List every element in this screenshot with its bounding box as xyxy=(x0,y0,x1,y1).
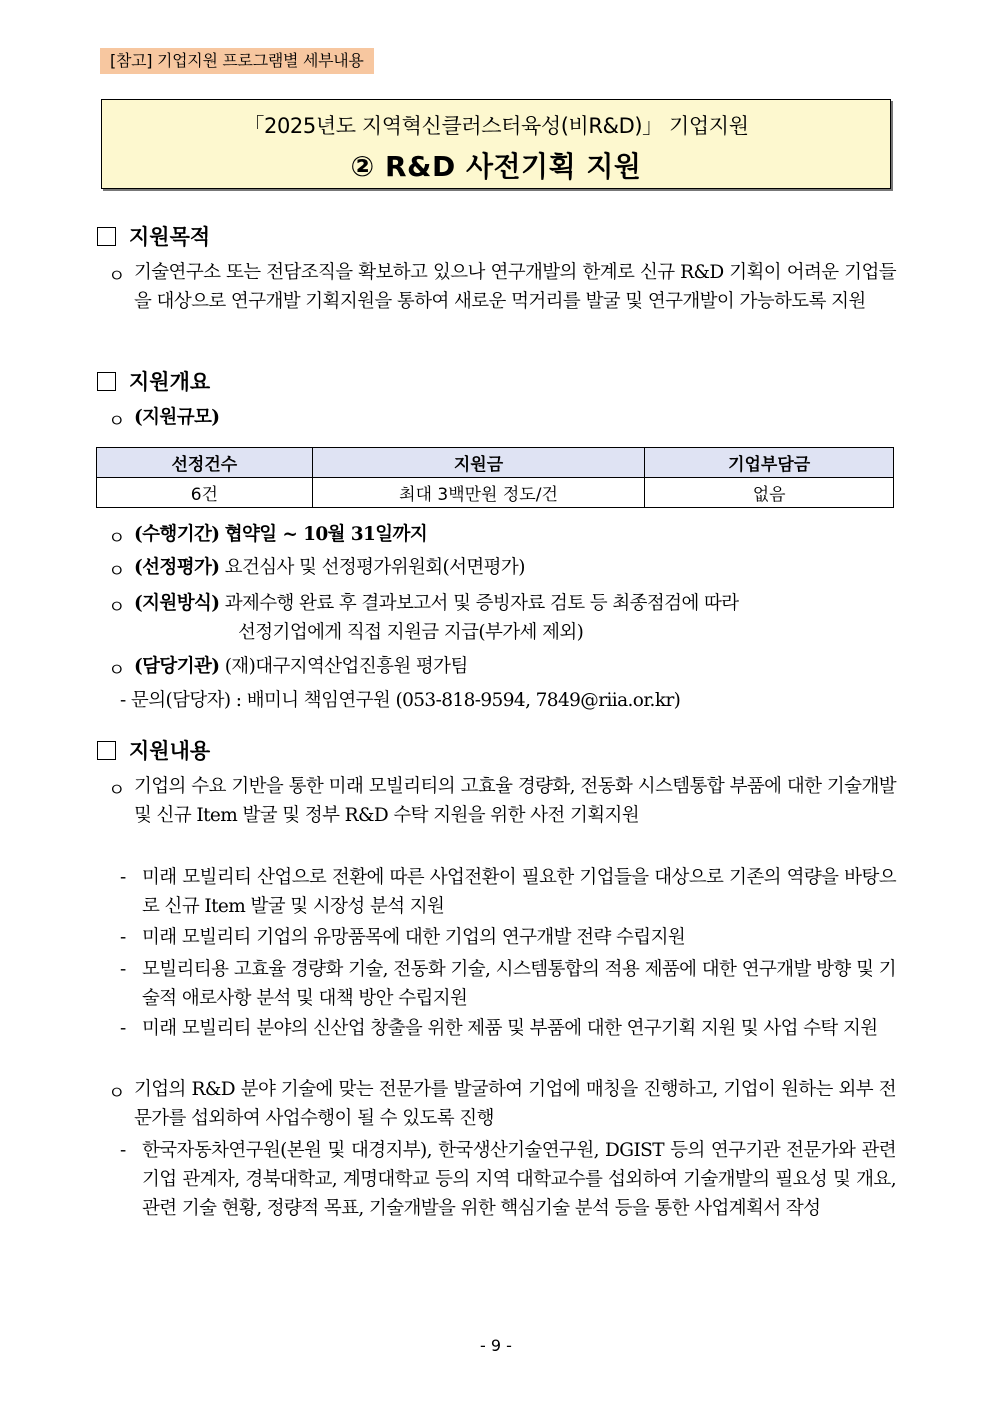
content-item-2-sub-1: 한국자동차연구원(본원 및 대경지부), 한국생산기술연구원, DGIST 등의 연구기관 전문가와 관련 기업 관계자, 경북대학교, 계명대학교 등의 지역 대학교수를 섭외하여 기술개발의 필요성 및 개요, 관련 기술 현황, 정량적 목표, 기술개발을 위한 핵심기술 분석 등을 통한 사업계획서 작성 xyxy=(142,1140,896,1219)
page-number: - 9 - xyxy=(480,1336,512,1355)
reference-tag: [참고] 기업지원 프로그램별 세부내용 xyxy=(100,48,374,74)
table-cell: 6건 xyxy=(97,478,313,508)
title-line-2: ② R&D 사전기획 지원 xyxy=(350,150,642,183)
method-line xyxy=(134,589,739,618)
section-overview-title: 지원개요 xyxy=(129,370,211,394)
support-scale-table xyxy=(96,447,894,508)
section-content-title: 지원내용 xyxy=(129,739,211,763)
scale-label: (지원규모) xyxy=(134,407,220,428)
content-item-1: 기업의 수요 기반을 통한 미래 모빌리티의 고효율 경량화, 전동화 시스템통합 부품에 대한 기술개발 및 신규 Item 발굴 및 정부 R&D 수탁 지원을 위한 사전 기획지원 xyxy=(134,776,896,826)
table-row xyxy=(97,478,894,508)
purpose-text: 기술연구소 또는 전담조직을 확보하고 있으나 연구개발의 한계로 신규 R&D 기획이 어려운 기업들을 대상으로 연구개발 기획지원을 통하여 새로운 먹거리를 발굴 및 연구개발이 가능하도록 지원 xyxy=(134,262,896,312)
bullet-circle: ㅇ xyxy=(108,1083,126,1104)
table-header-cell: 지원금 xyxy=(312,448,645,478)
bullet-circle: ㅇ xyxy=(108,780,126,801)
method-value-2: 선정기업에게 직접 지원금 지급(부가세 제외) xyxy=(238,622,584,643)
table-header-cell: 선정건수 xyxy=(97,448,313,478)
section-heading-purpose xyxy=(97,221,210,251)
eval-value: 요건심사 및 선정평가위원회(서면평가) xyxy=(224,557,525,578)
title-line-1: 「2025년도 지역혁신클러스터육성(비R&D)」 기업지원 xyxy=(243,114,749,138)
section-purpose-title: 지원목적 xyxy=(129,225,211,249)
bullet-circle: ㅇ xyxy=(108,597,126,618)
method-value-1: 과제수행 완료 후 결과보고서 및 증빙자료 검토 등 최종점검에 따라 xyxy=(224,593,739,614)
period-line xyxy=(134,520,427,549)
content-item-1-sub-3: 모빌리티용 고효율 경량화 기술, 전동화 기술, 시스템통합의 적용 제품에 대한 연구개발 방향 및 기술적 애로사항 분석 및 대책 방안 수립지원 xyxy=(142,959,896,1009)
period-label: (수행기간) xyxy=(134,524,220,545)
dash-marker: - xyxy=(120,959,126,980)
bullet-circle: ㅇ xyxy=(108,561,126,582)
table-header-row xyxy=(97,448,894,478)
dash-marker: - xyxy=(120,1140,126,1161)
checkbox-square-icon xyxy=(97,741,116,760)
title-box xyxy=(101,99,891,189)
table-cell: 최대 3백만원 정도/건 xyxy=(312,478,645,508)
eval-line xyxy=(134,553,525,582)
bullet-circle: ㅇ xyxy=(108,411,126,432)
dash-marker: - xyxy=(120,1018,126,1039)
section-heading-overview xyxy=(97,366,210,396)
content-item-2: 기업의 R&D 분야 기술에 맞는 전문가를 발굴하여 기업에 매칭을 진행하고, 기업이 원하는 외부 전문가를 섭외하여 사업수행이 될 수 있도록 진행 xyxy=(134,1079,896,1129)
table-header-cell: 기업부담금 xyxy=(645,448,894,478)
agency-line xyxy=(134,652,468,681)
period-value: 협약일 ~ 10월 31일까지 xyxy=(224,524,428,545)
agency-value: (재)대구지역산업진흥원 평가팀 xyxy=(224,656,468,677)
bullet-circle: ㅇ xyxy=(108,660,126,681)
eval-label: (선정평가) xyxy=(134,557,220,578)
checkbox-square-icon xyxy=(97,227,116,246)
content-item-1-sub-4: 미래 모빌리티 분야의 신산업 창출을 위한 제품 및 부품에 대한 연구기획 지원 및 사업 수탁 지원 xyxy=(142,1018,878,1039)
dash-marker: - xyxy=(120,867,126,888)
checkbox-square-icon xyxy=(97,372,116,391)
bullet-circle: ㅇ xyxy=(108,266,126,287)
dash-marker: - xyxy=(120,927,126,948)
bullet-circle: ㅇ xyxy=(108,528,126,549)
contact-line: - 문의(담당자) : 배미니 책임연구원 (053-818-9594, 7849@riia.or.kr) xyxy=(120,690,681,711)
content-item-1-sub-2: 미래 모빌리티 기업의 유망품목에 대한 기업의 연구개발 전략 수립지원 xyxy=(142,927,686,948)
table-cell: 없음 xyxy=(645,478,894,508)
section-heading-content xyxy=(97,735,210,765)
method-label: (지원방식) xyxy=(134,593,220,614)
content-item-1-sub-1: 미래 모빌리티 산업으로 전환에 따른 사업전환이 필요한 기업들을 대상으로 기존의 역량을 바탕으로 신규 Item 발굴 및 시장성 분석 지원 xyxy=(142,867,896,917)
agency-label: (담당기관) xyxy=(134,656,220,677)
